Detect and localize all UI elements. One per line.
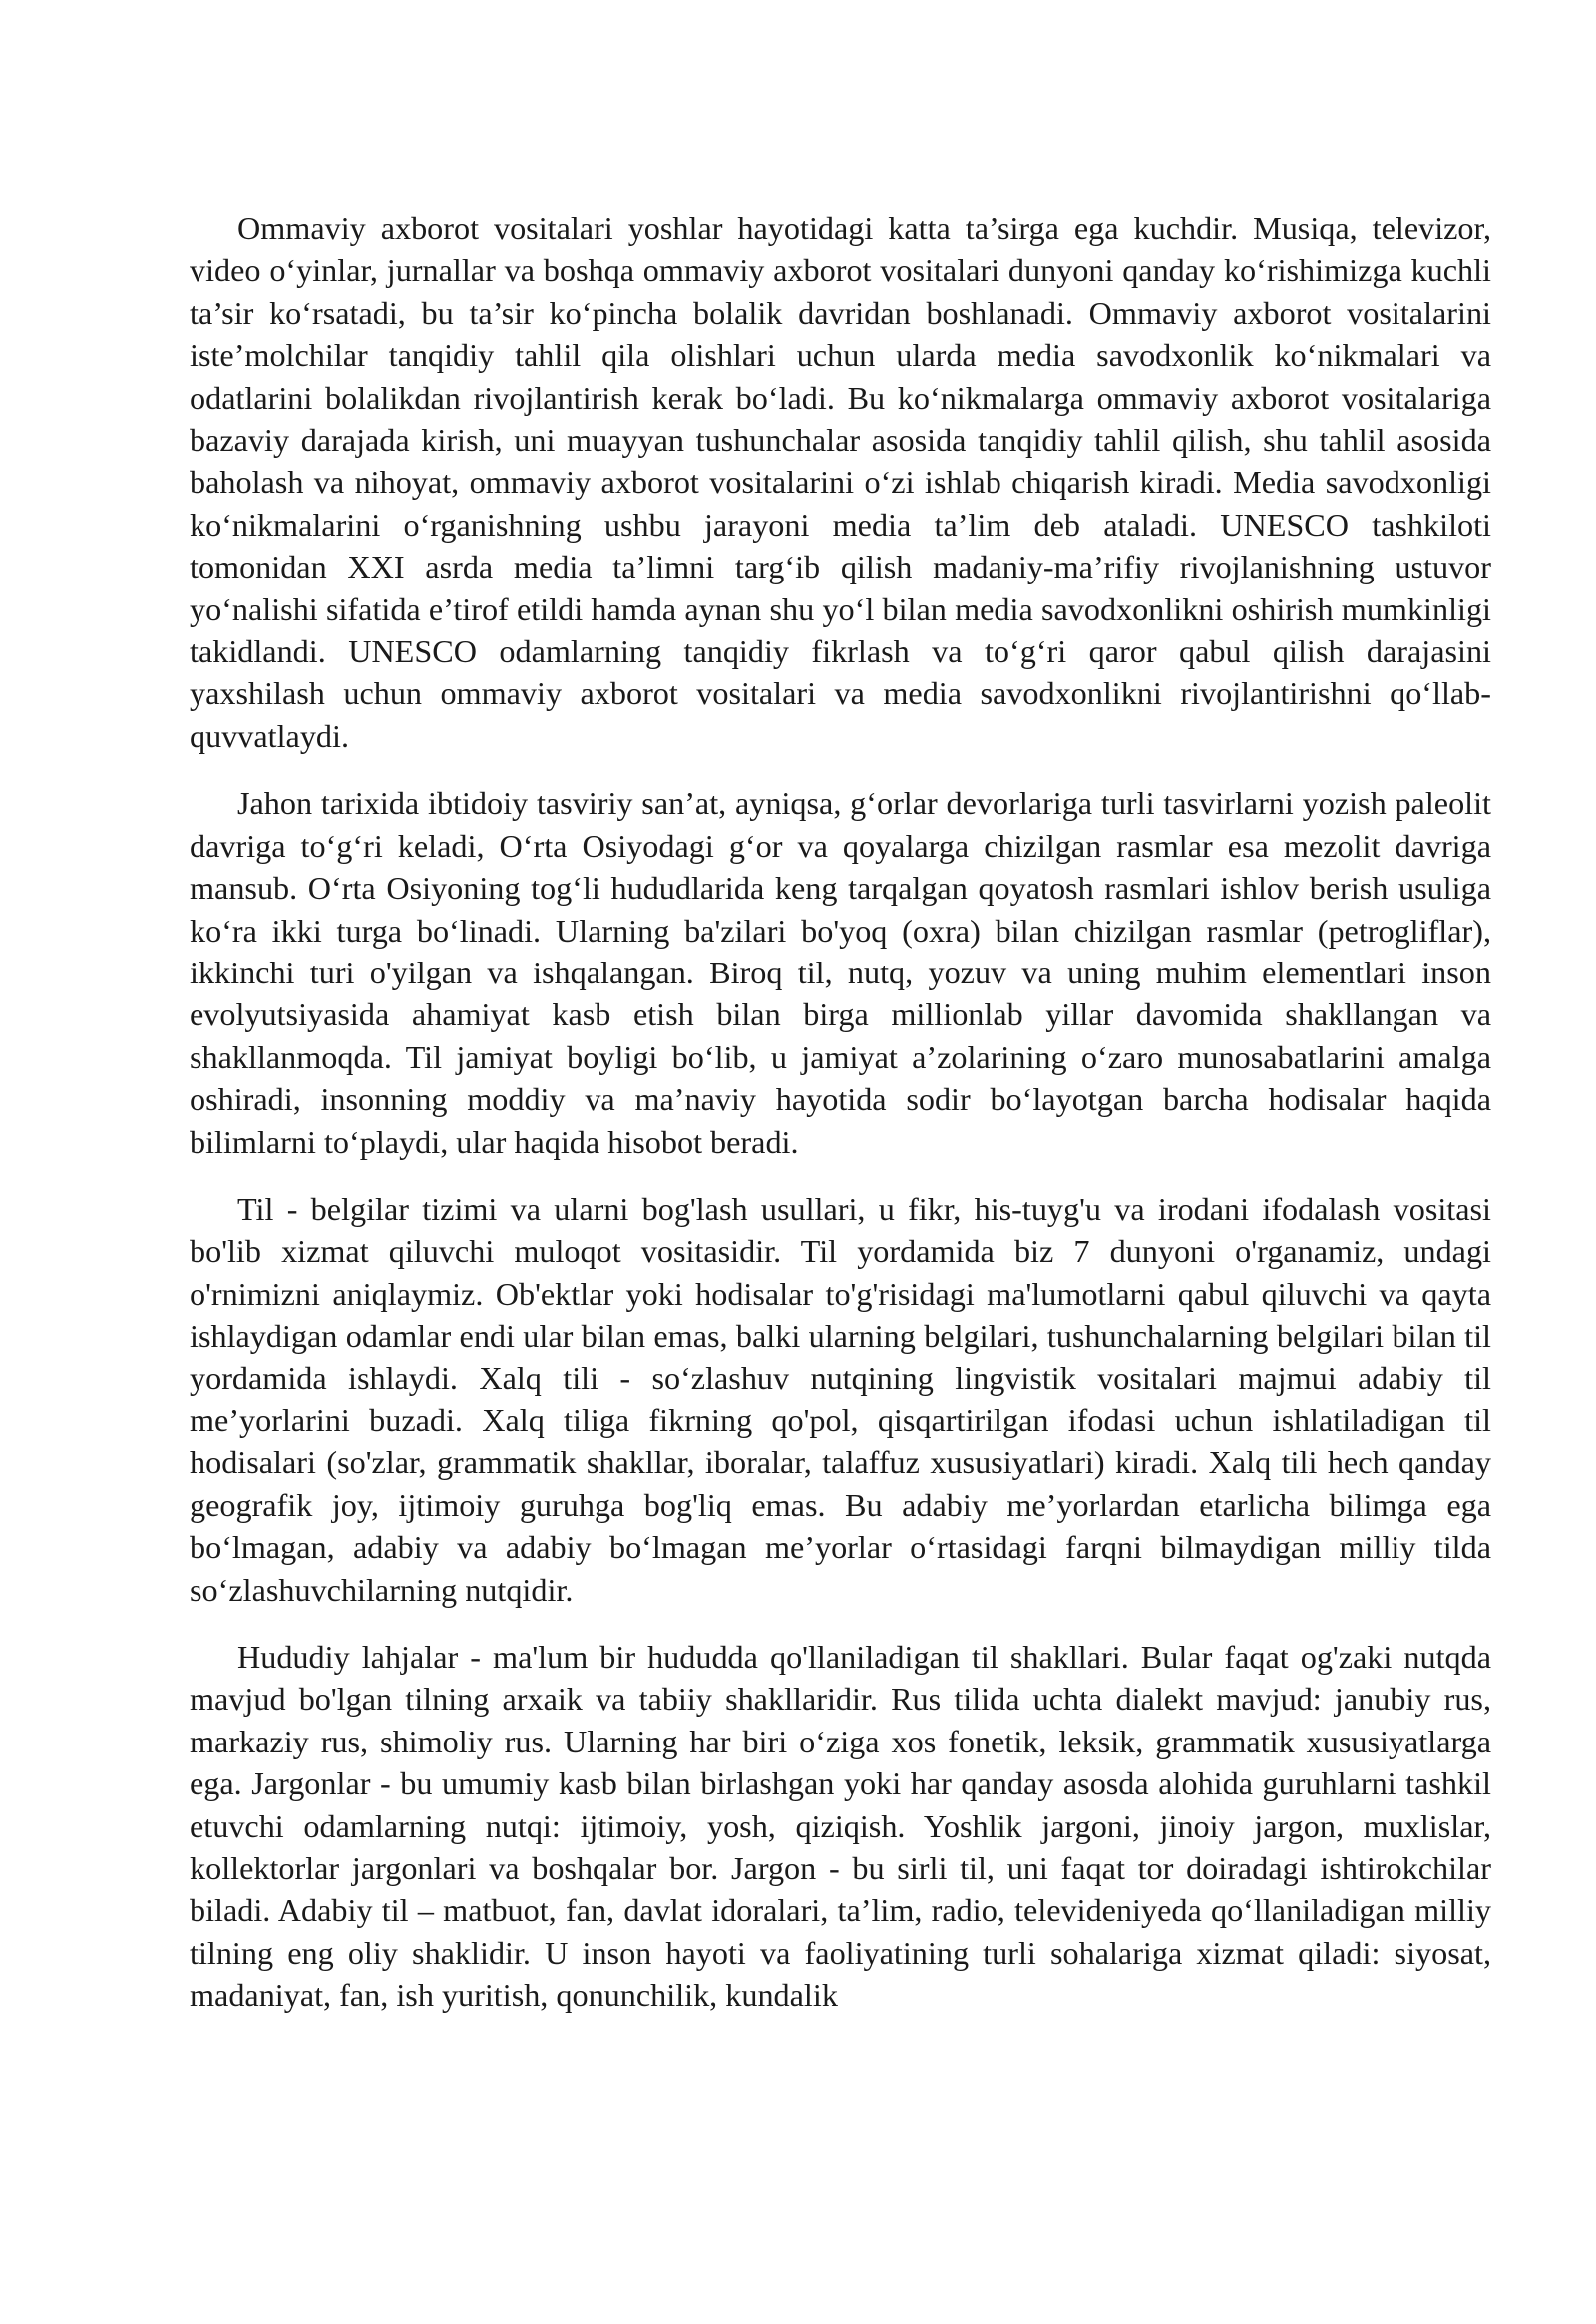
paragraph-dialects-jargons: Hududiy lahjalar - ma'lum bir hududda qo'llaniladigan til shakllari. Bular faqat og'zaki nutqda mavjud bo'lgan tilning arxaik va tabiiy shakllaridir. Rus tilida uchta dialekt mavjud: janubiy rus, markaziy rus, shimoliy rus. Ularning har biri o‘ziga xos fonetik, leksik, grammatik xususiyatlarga ega. Jargonlar - bu umumiy kasb bilan birlashgan yoki har qanday asosda alohida guruhlarni tashkil etuvchi odamlarning nutqi: ijtimoiy, yosh, qiziqish. Yoshlik jargoni, jinoiy jargon, muxlislar, kollektorlar jargonlari va boshqalar bor. Jargon - bu sirli til, uni faqat tor doiradagi ishtirokchilar biladi. Adabiy til – matbuot, fan, davlat idoralari, ta’lim, radio, televideniyeda qo‘llaniladigan milliy tilning eng oliy shaklidir. U inson hayoti va faoliyatining turli sohalariga xizmat qiladi: siyosat, madaniyat, fan, ish yuritish, qonunchilik, kundalik xyxy=(190,1639,1491,2014)
paragraph-language-definition: Til - belgilar tizimi va ularni bog'lash usullari, u fikr, his-tuyg'u va irodani ifodalash vositasi bo'lib xizmat qiluvchi muloqot vositasidir. Til yordamida biz 7 dunyoni o'rganamiz, undagi o'rnimizni aniqlaymiz. Ob'ektlar yoki hodisalar to'g'risidagi ma'lumotlarni qabul qiluvchi va qayta ishlaydigan odamlar endi ular bilan emas, balki ularning belgilari, tushunchalarning belgilari bilan til yordamida ishlaydi. Xalq tili - so‘zlashuv nutqining lingvistik vositalari majmui adabiy til me’yorlarini buzadi. Xalq tiliga fikrning qo'pol, qisqartirilgan ifodasi uchun ishlatiladigan til hodisalari (so'zlar, grammatik shakllar, iboralar, talaffuz xususiyatlari) kiradi. Xalq tili hech qanday geografik joy, ijtimoiy guruhga bog'liq emas. Bu adabiy me’yorlardan etarlicha bilimga ega bo‘lmagan, adabiy va adabiy bo‘lmagan me’yorlar o‘rtasidagi farqni bilmaydigan milliy tilda so‘zlashuvchilarning nutqidir. xyxy=(190,1190,1491,1608)
document-page xyxy=(190,207,1491,2042)
paragraph-mass-media: Ommaviy axborot vositalari yoshlar hayotidagi katta ta’sirga ega kuchdir. Musiqa, televizor, video o‘yinlar, jurnallar va boshqa ommaviy axborot vositalari dunyoni qanday ko‘rishimizga kuchli ta’sir ko‘rsatadi, bu ta’sir ko‘pincha bolalik davridan boshlanadi. Ommaviy axborot vositalarini iste’molchilar tanqidiy tahlil qila olishlari uchun ularda media savodxonlik ko‘nikmalari va odatlarini bolalikdan rivojlantirish kerak bo‘ladi. Bu ko‘nikmalarga ommaviy axborot vositalariga bazaviy darajada kirish, uni muayyan tushunchalar asosida tanqidiy tahlil qilish, shu tahlil asosida baholash va nihoyat, ommaviy axborot vositalarini o‘zi ishlab chiqarish kiradi. Media savodxonligi ko‘nikmalarini o‘rganishning ushbu jarayoni media ta’lim deb ataladi. UNESCO tashkiloti tomonidan XXI asrda media ta’limni targ‘ib qilish madaniy-ma’rifiy rivojlanishning ustuvor yo‘nalishi sifatida e’tirof etildi hamda aynan shu yo‘l bilan media savodxonlikni oshirish mumkinligi takidlandi. UNESCO odamlarning tanqidiy fikrlash va to‘g‘ri qaror qabul qilish darajasini yaxshilash uchun ommaviy axborot vositalari va media savodxonlikni rivojlantirishni qo‘llab-quvvatlaydi. xyxy=(190,210,1491,754)
paragraph-world-history-art: Jahon tarixida ibtidoiy tasviriy san’at, ayniqsa, g‘orlar devorlariga turli tasvirlarni yozish paleolit davriga to‘g‘ri keladi, O‘rta Osiyodagi g‘or va qoyalarga chizilgan rasmlar esa mezolit davriga mansub. O‘rta Osiyoning tog‘li hududlarida keng tarqalgan qoyatosh rasmlari ishlov berish usuliga ko‘ra ikki turga bo‘linadi. Ularning ba'zilari bo'yoq (oxra) bilan chizilgan rasmlar (petrogliflar), ikkinchi turi o'yilgan va ishqalangan. Biroq til, nutq, yozuv va uning muhim elementlari inson evolyutsiyasida ahamiyat kasb etish bilan birga millionlab yillar davomida shakllangan va shakllanmoqda. Til jamiyat boyligi bo‘lib, u jamiyat a’zolarining o‘zaro munosabatlarini amalga oshiradi, insonning moddiy va ma’naviy hayotida sodir bo‘layotgan barcha hodisalar haqida bilimlarni to‘playdi, ular haqida hisobot beradi. xyxy=(190,785,1491,1160)
